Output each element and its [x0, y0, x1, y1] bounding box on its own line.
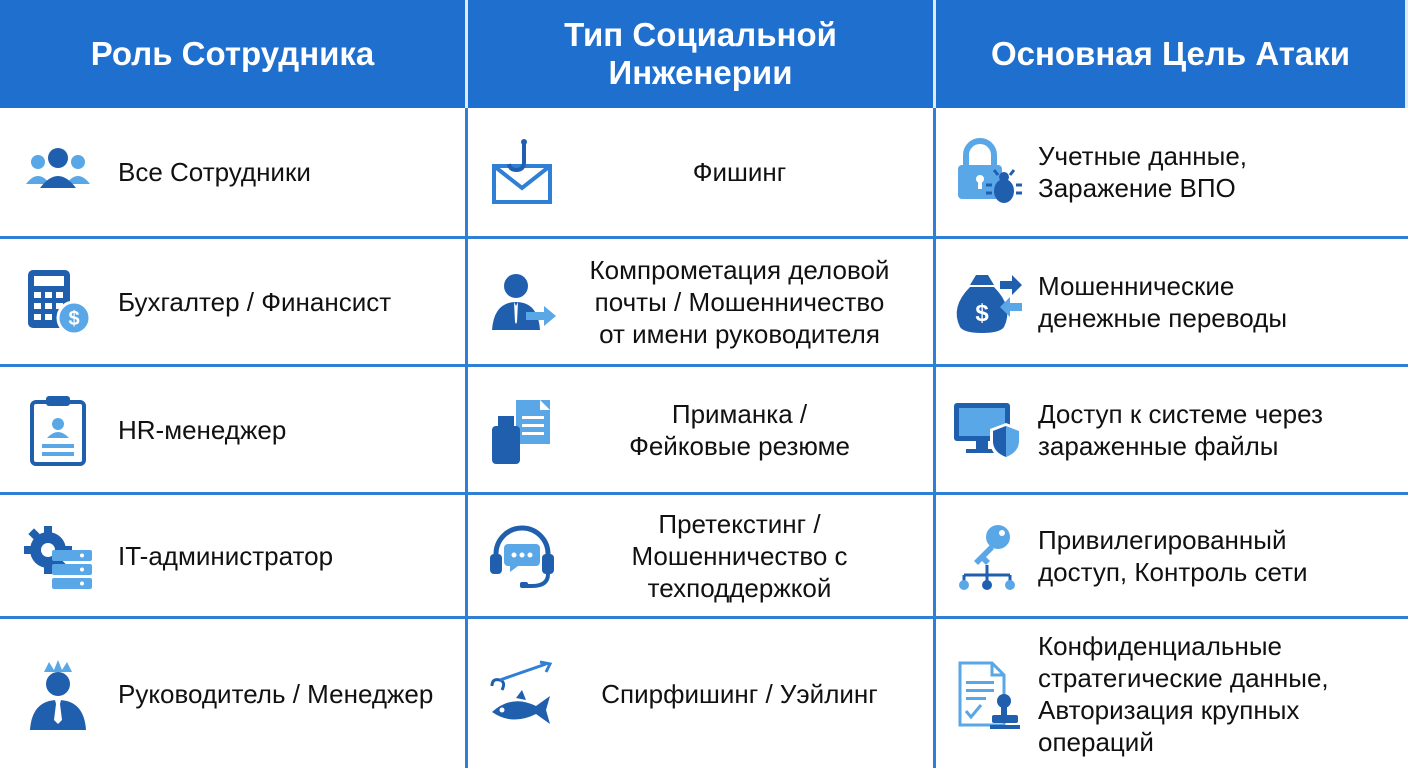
header-goal: Основная Цель Атаки	[936, 0, 1408, 108]
table-row-4-type	[468, 495, 936, 619]
table-row-4-goal	[936, 495, 1408, 619]
table-row-5-type	[468, 619, 936, 768]
table-row-2-role	[0, 239, 468, 367]
attack-type-label: Претекстинг / Мошенничество с техподдержкой	[631, 508, 848, 603]
header-role: Роль Сотрудника	[0, 0, 468, 108]
svg-text:$: $	[68, 307, 80, 330]
role-label: Все Сотрудники	[118, 157, 311, 187]
phishing-envelope-icon	[486, 136, 558, 208]
goal-label: Учетные данные, Заражение ВПО	[1038, 141, 1248, 203]
table-row-1-type	[468, 108, 936, 239]
table-row-2-type	[468, 239, 936, 367]
headset-chat-icon	[486, 520, 558, 592]
role-label: Руководитель / Менеджер	[118, 678, 434, 709]
role-label: IT-администратор	[118, 540, 334, 571]
attack-type-label: Спирфишинг / Уэйлинг	[601, 678, 878, 709]
svg-text:$: $	[975, 299, 989, 327]
table-row-2-goal	[936, 239, 1408, 367]
table-row-1-goal	[936, 108, 1408, 239]
table-row-3-goal	[936, 367, 1408, 495]
calculator-dollar-icon	[22, 266, 94, 338]
table-row-1-role	[0, 108, 468, 239]
goal-label: Мошеннические денежные переводы	[1038, 270, 1288, 333]
attack-type-label: Фишинг	[692, 157, 787, 187]
goal-label: Привилегированный доступ, Контроль сети	[1038, 524, 1308, 587]
key-network-icon	[950, 519, 1024, 593]
table-row-4-role	[0, 495, 468, 619]
role-label: HR-менеджер	[118, 414, 287, 445]
table-row-3-type	[468, 367, 936, 495]
table-row-3-role	[0, 367, 468, 495]
usb-document-icon	[486, 394, 558, 466]
table-row-5-goal	[936, 619, 1408, 768]
clipboard-profile-icon	[22, 394, 94, 466]
role-label: Бухгалтер / Финансист	[118, 286, 392, 317]
users-group-icon	[22, 136, 94, 208]
goal-label: Доступ к системе через зараженные файлы	[1038, 398, 1323, 461]
crowned-manager-icon	[22, 658, 94, 730]
lock-malware-icon	[950, 135, 1024, 209]
goal-label: Конфиденциальные стратегические данные, Авторизация крупных операций	[1038, 630, 1329, 757]
header-attack-type: Тип Социальной Инженерии	[468, 0, 936, 108]
monitor-shield-icon	[950, 393, 1024, 467]
document-stamp-icon	[950, 657, 1024, 731]
gear-server-icon	[22, 520, 94, 592]
spear-fish-icon	[486, 658, 558, 730]
table-row-5-role	[0, 619, 468, 768]
executive-arrow-icon	[486, 266, 558, 338]
attack-type-label: Приманка / Фейковые резюме	[629, 398, 850, 461]
attack-type-label: Компрометация деловой почты / Мошенничество от имени руководителя	[589, 254, 890, 349]
money-bag-transfer-icon	[950, 265, 1024, 339]
